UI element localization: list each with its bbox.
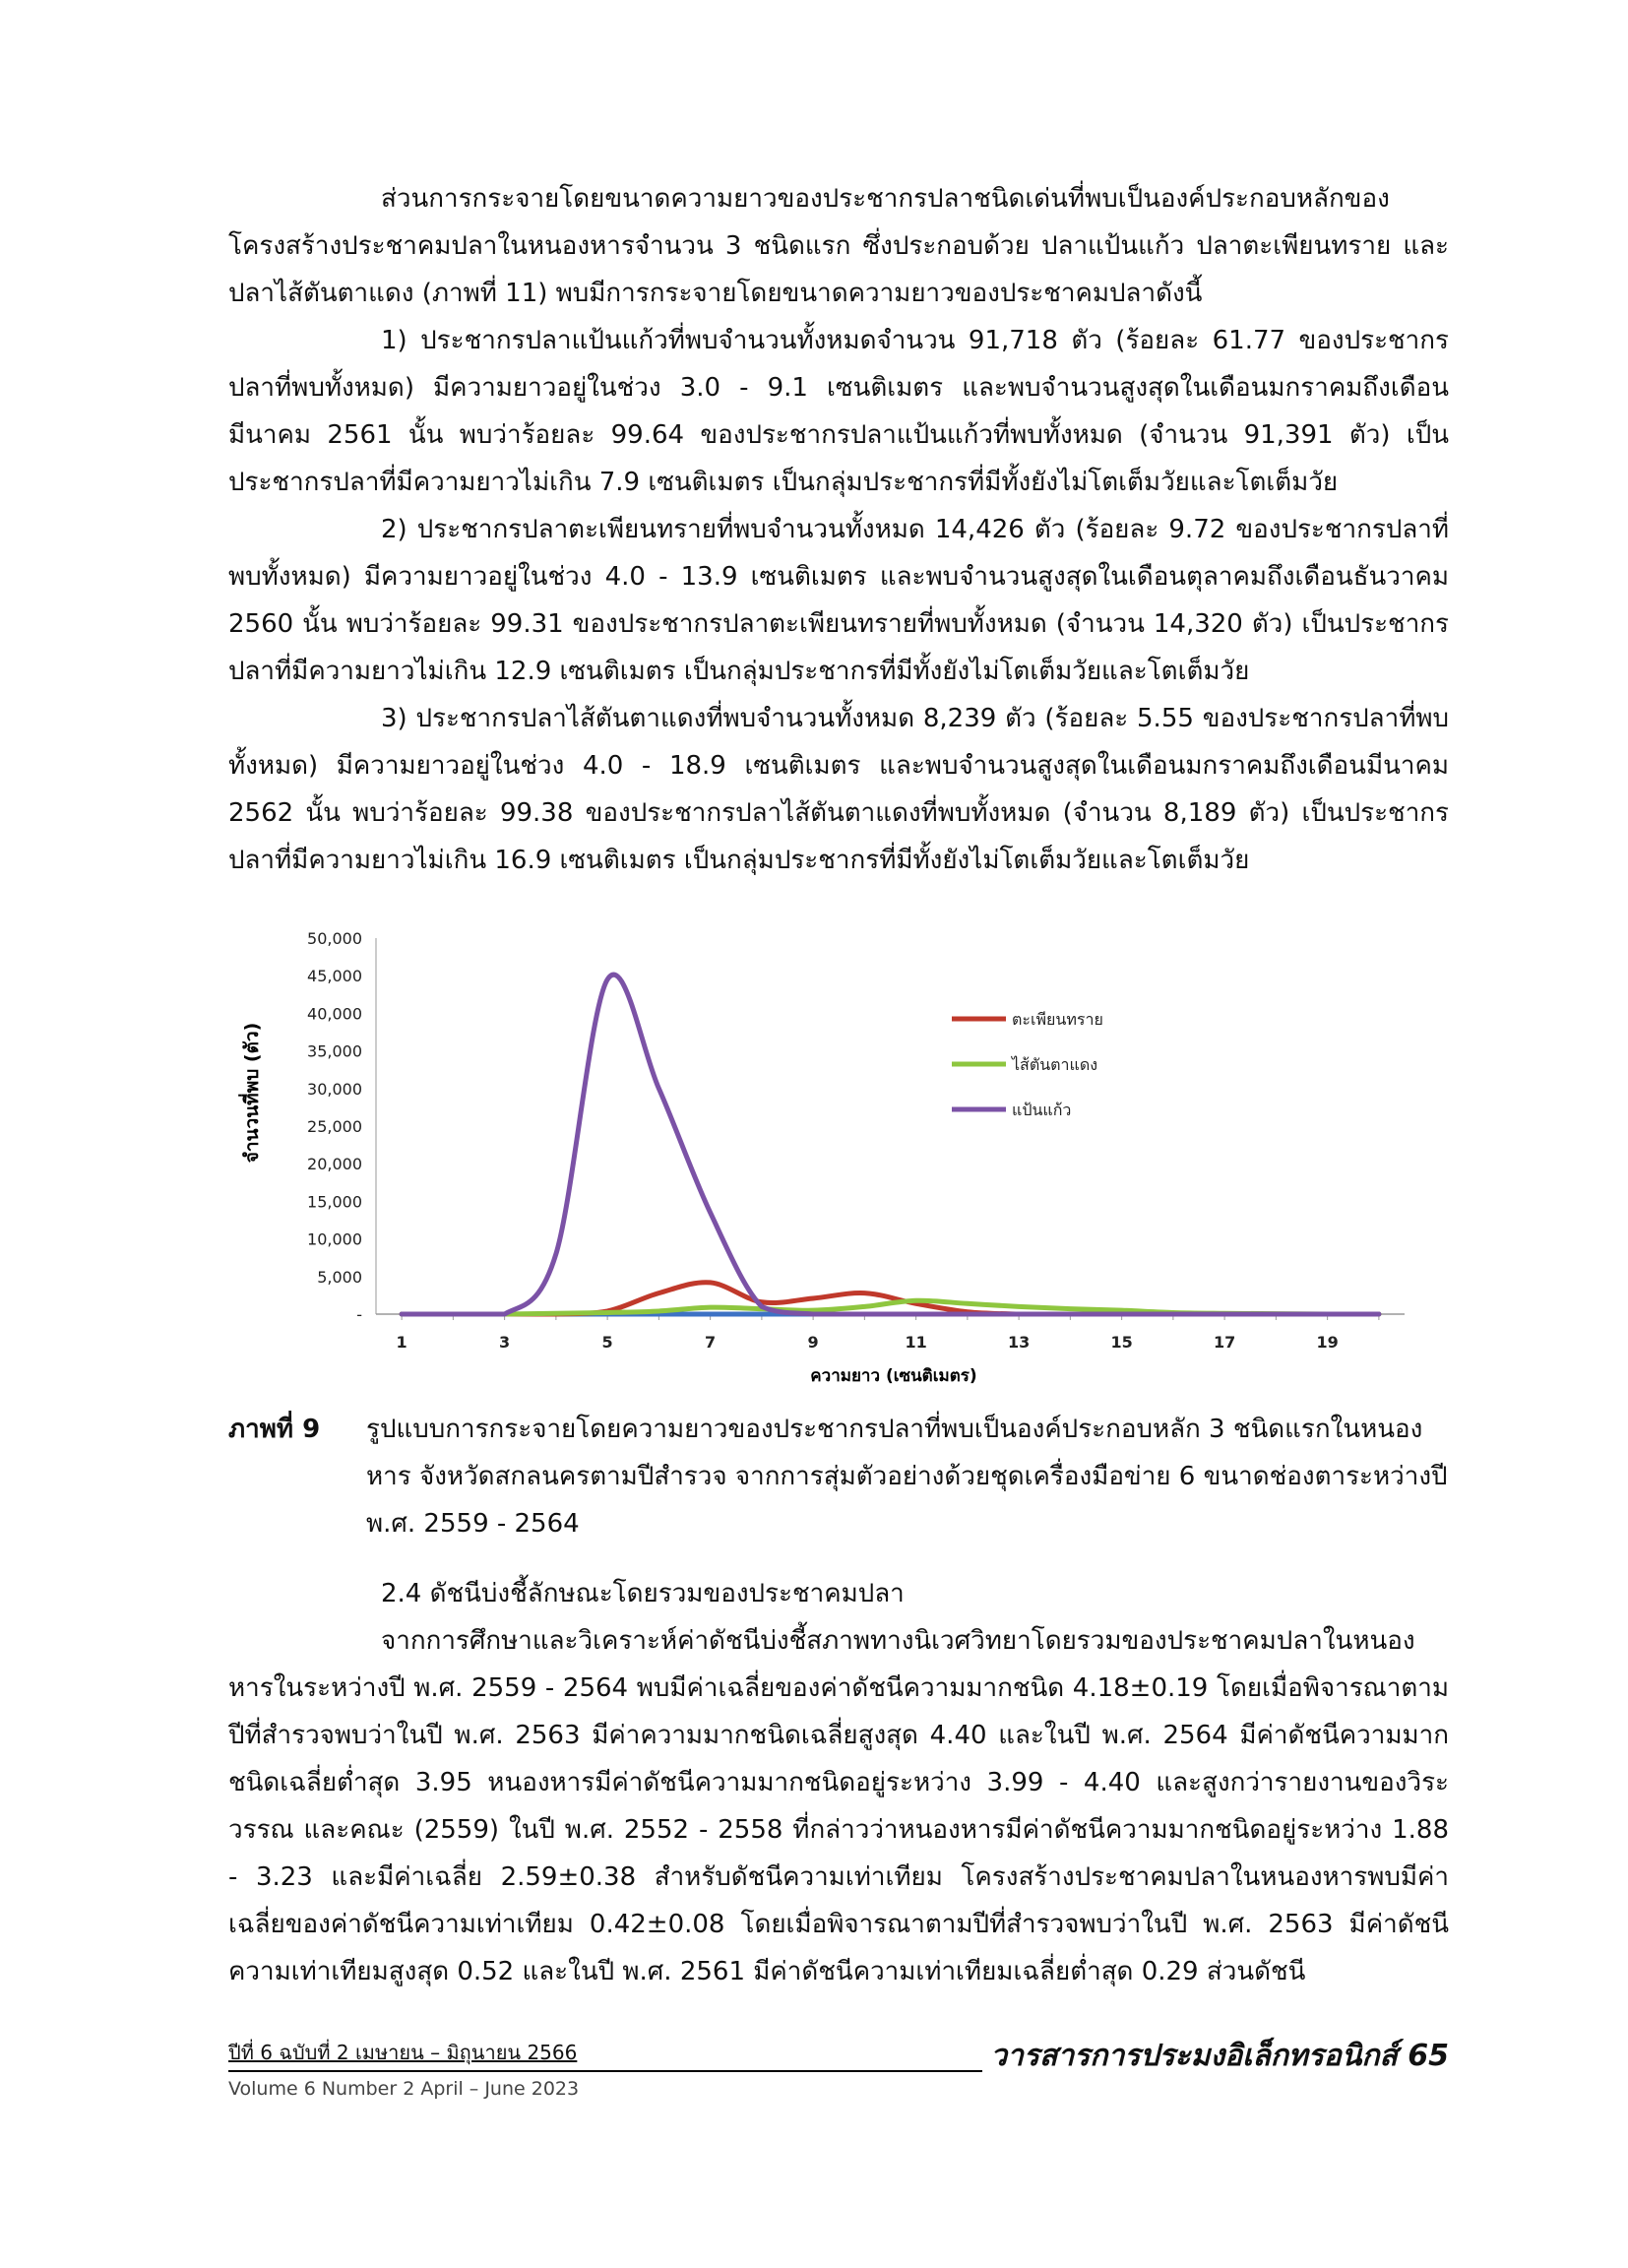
y-tick-label: 20,000 — [307, 1155, 362, 1174]
footer-issue-thai: ปีที่ 6 ฉบับที่ 2 เมษายน – มิถุนายน 2566 — [228, 2037, 583, 2068]
footer-issue-english: Volume 6 Number 2 April – June 2023 — [228, 2078, 580, 2100]
intro-text — [228, 175, 1449, 884]
x-tick-label: 17 — [1213, 1333, 1236, 1352]
x-tick-label: 13 — [1007, 1333, 1031, 1352]
footer-journal-title: วารสารการประมงอิเล็กทรอนิกส์ 65 — [982, 2033, 1449, 2079]
chart-legend — [952, 1010, 1103, 1119]
figure-caption — [228, 1406, 1449, 1547]
page-footer — [228, 2033, 1449, 2102]
caption-label: ภาพที่ 9 — [228, 1415, 321, 1444]
x-axis-ticks — [397, 1314, 1379, 1352]
y-tick-label: 10,000 — [307, 1229, 362, 1249]
x-tick-label: 3 — [499, 1333, 511, 1352]
x-tick-label: 7 — [705, 1333, 717, 1352]
legend-label: ตะเพียนทราย — [1012, 1010, 1103, 1029]
x-tick-label: 9 — [807, 1333, 819, 1352]
species-paragraph-3: 3) ประชากรปลาไส้ตันตาแดงที่พบจำนวนทั้งหมด 8,239 ตัว (ร้อยละ 5.55 ของประชากรปลาที่พบทั้งหมด) มีความยาวอยู่ในช่วง 4.0 - 18.9 เซนติเมตร และพบจำนวนสูงสุดในเดือนมกราคมถึงเดือนมีนาคม 2562 นั้น พบว่าร้อยละ 99.38 ของประชากรปลาไส้ตันตาแดงที่พบทั้งหมด (จำนวน 8,189 ตัว) เป็นประชากรปลาที่มีความยาวไม่เกิน 16.9 เซนติเมตร เป็นกลุ่มประชากรที่มีทั้งยังไม่โตเต็มวัยและโตเต็มวัย — [228, 704, 1449, 875]
length-distribution-chart — [228, 920, 1449, 1403]
y-tick-label: 5,000 — [317, 1267, 362, 1287]
x-tick-label: 5 — [601, 1333, 613, 1352]
section-2-4 — [228, 1570, 1449, 1995]
x-axis-label: ความยาว (เซนติเมตร) — [810, 1366, 977, 1386]
intro-paragraph: ส่วนการกระจายโดยขนาดความยาวของประชากรปลาชนิดเด่นที่พบเป็นองค์ประกอบหลักของโครงสร้างประชาคมปลาในหนองหารจำนวน 3 ชนิดแรก ซึ่งประกอบด้วย ปลาแป้นแก้ว ปลาตะเพียนทราย และปลาไส้ตันตาแดง (ภาพที่ 11) พบมีการกระจายโดยขนาดความยาวของประชาคมปลาดังนี้ — [228, 184, 1449, 308]
y-axis-ticks — [307, 929, 362, 1324]
y-tick-label: 45,000 — [307, 967, 362, 986]
series-line-2 — [402, 975, 1379, 1314]
species-paragraph-2: 2) ประชากรปลาตะเพียนทรายที่พบจำนวนทั้งหมด 14,426 ตัว (ร้อยละ 9.72 ของประชากรปลาที่พบทั้งหมด) มีความยาวอยู่ในช่วง 4.0 - 13.9 เซนติเมตร และพบจำนวนสูงสุดในเดือนตุลาคมถึงเดือนธันวาคม 2560 นั้น พบว่าร้อยละ 99.31 ของประชากรปลาตะเพียนทรายที่พบทั้งหมด (จำนวน 14,320 ตัว) เป็นประชากรปลาที่มีความยาวไม่เกิน 12.9 เซนติเมตร เป็นกลุ่มประชากรที่มีทั้งยังไม่โตเต็มวัยและโตเต็มวัย — [228, 515, 1449, 686]
y-tick-label: 50,000 — [307, 929, 362, 948]
series-line-0 — [402, 1283, 1379, 1314]
y-tick-label: 35,000 — [307, 1041, 362, 1061]
x-tick-label: 19 — [1316, 1333, 1339, 1352]
x-tick-label: 1 — [396, 1333, 407, 1352]
x-tick-label: 11 — [905, 1333, 927, 1352]
y-tick-label: 15,000 — [307, 1192, 362, 1212]
y-tick-label: 40,000 — [307, 1004, 362, 1024]
section-heading: 2.4 ดัชนีบ่งชี้ลักษณะโดยรวมของประชาคมปลา — [381, 1579, 905, 1608]
y-tick-label: 30,000 — [307, 1079, 362, 1099]
y-axis-label: จำนวนที่พบ (ตัว) — [241, 1022, 263, 1164]
section-body: จากการศึกษาและวิเคราะห์ค่าดัชนีบ่งชี้สภาพทางนิเวศวิทยาโดยรวมของประชาคมปลาในหนองหารในระหว่างปี พ.ศ. 2559 - 2564 พบมีค่าเฉลี่ยของค่าดัชนีความมากชนิด 4.18±0.19 โดยเมื่อพิจารณาตามปีที่สำรวจพบว่าในปี พ.ศ. 2563 มีค่าความมากชนิดเฉลี่ยสูงสุด 4.40 และในปี พ.ศ. 2564 มีค่าดัชนีความมากชนิดเฉลี่ยต่ำสุด 3.95 หนองหารมีค่าดัชนีความมากชนิดอยู่ระหว่าง 3.99 - 4.40 และสูงกว่ารายงานของวิระวรรณ และคณะ (2559) ในปี พ.ศ. 2552 - 2558 ที่กล่าวว่าหนองหารมีค่าดัชนีความมากชนิดอยู่ระหว่าง 1.88 - 3.23 และมีค่าเฉลี่ย 2.59±0.38 สำหรับดัชนีความเท่าเทียม โครงสร้างประชาคมปลาในหนองหารพบมีค่าเฉลี่ยของค่าดัชนีความเท่าเทียม 0.42±0.08 โดยเมื่อพิจารณาตามปีที่สำรวจพบว่าในปี พ.ศ. 2563 มีค่าดัชนีความเท่าเทียมสูงสุด 0.52 และในปี พ.ศ. 2561 มีค่าดัชนีความเท่าเทียมเฉลี่ยต่ำสุด 0.29 ส่วนดัชนี — [228, 1626, 1449, 1986]
series-lines — [402, 975, 1379, 1314]
y-tick-label: 25,000 — [307, 1117, 362, 1136]
species-paragraph-1: 1) ประชากรปลาแป้นแก้วที่พบจำนวนทั้งหมดจำนวน 91,718 ตัว (ร้อยละ 61.77 ของประชากรปลาที่พบทั้งหมด) มีความยาวอยู่ในช่วง 3.0 - 9.1 เซนติเมตร และพบจำนวนสูงสุดในเดือนมกราคมถึงเดือนมีนาคม 2561 นั้น พบว่าร้อยละ 99.64 ของประชากรปลาแป้นแก้วที่พบทั้งหมด (จำนวน 91,391 ตัว) เป็นประชากรปลาที่มีความยาวไม่เกิน 7.9 เซนติเมตร เป็นกลุ่มประชากรที่มีทั้งยังไม่โตเต็มวัยและโตเต็มวัย — [228, 326, 1449, 497]
y-tick-label: - — [356, 1305, 362, 1324]
x-tick-label: 15 — [1110, 1333, 1133, 1352]
caption-text: รูปแบบการกระจายโดยความยาวของประชากรปลาที่พบเป็นองค์ประกอบหลัก 3 ชนิดแรกในหนองหาร จังหวัดสกลนครตามปีสำรวจ จากการสุ่มตัวอย่างด้วยชุดเครื่องมือข่าย 6 ขนาดช่องตาระหว่างปี พ.ศ. 2559 - 2564 — [366, 1415, 1448, 1539]
legend-label: ไส้ตันตาแดง — [1012, 1055, 1098, 1074]
legend-label: แป้นแก้ว — [1012, 1101, 1072, 1119]
